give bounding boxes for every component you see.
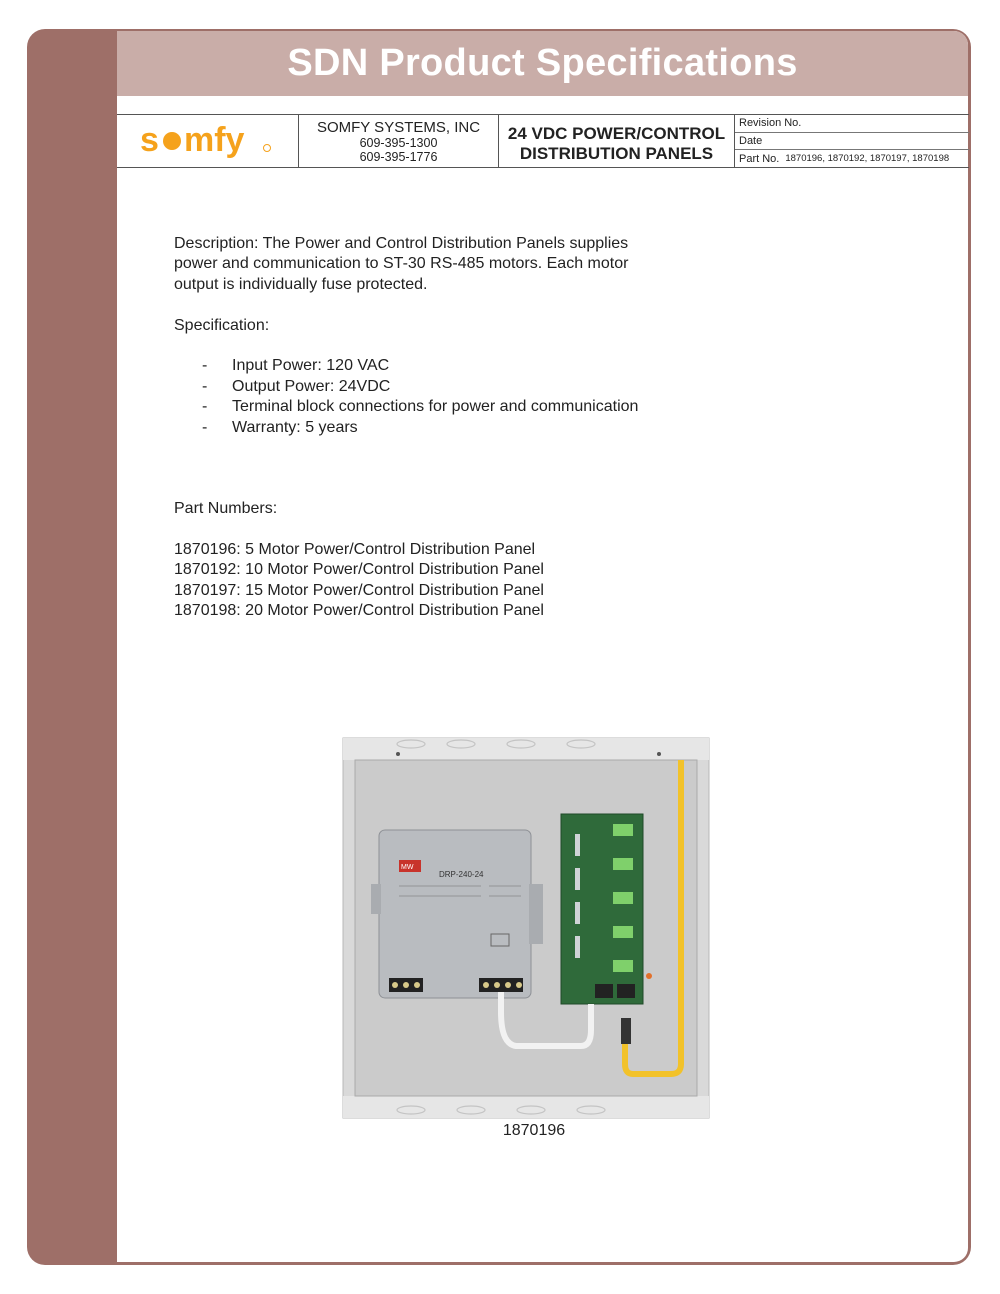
spec-item [174,418,694,438]
product-line-2: DISTRIBUTION PANELS [519,144,714,163]
figure-caption: 1870196 [502,1122,566,1139]
header-table [117,114,969,168]
spec-text: Warranty: 5 years [232,418,358,436]
description-line: Description: The Power and Control Distribution Panels supplies [174,235,629,252]
bullet-dash: - [202,377,208,395]
svg-text:s: s [139,121,159,159]
somfy-logo [138,121,278,161]
date-label: Date [739,135,763,147]
revision-row [735,115,969,133]
part-item: 1870198: 20 Motor Power/Control Distribution Panel [174,602,544,620]
bullet-dash: - [202,398,208,416]
part-label: Part No. [739,152,780,165]
parts-heading: Part Numbers: [174,500,278,518]
description-line: output is individually fuse protected. [174,275,428,293]
spec-text: Terminal block connections for power and communication [232,398,639,416]
product-cell [499,115,735,167]
phone-2: 609-395-1776 [359,150,438,164]
part-item: 1870197: 15 Motor Power/Control Distribution Panel [174,581,544,599]
part-item: 1870192: 10 Motor Power/Control Distribution Panel [174,561,544,579]
device-label: DRP-240-24 [439,870,484,879]
date-row [735,133,969,151]
spec-heading: Specification: [174,316,270,334]
part-row [735,150,969,167]
part-item: 1870196: 5 Motor Power/Control Distribution Panel [174,541,536,558]
spec-item [174,356,694,376]
spec-item [174,397,694,417]
logo-cell [117,115,299,167]
brand-badge-text: MW [401,864,414,871]
product-line-1: 24 VDC POWER/CONTROL [507,124,726,143]
bullet-dash: - [202,357,208,375]
phone-1: 609-395-1300 [359,136,438,150]
svg-text:mfy: mfy [183,121,244,159]
title-bar [117,31,968,96]
meta-cell [735,115,969,167]
company-cell [299,115,499,167]
part-numbers: 1870196, 1870192, 1870197, 1870198 [785,153,950,165]
description-line: power and communication to ST-30 RS-485 motors. Each motor [174,255,629,273]
spec-content [174,234,694,622]
spec-text: Input Power: 120 VAC [232,357,390,375]
revision-label: Revision No. [739,117,802,130]
product-photo [341,734,711,1120]
bullet-dash: - [202,418,208,436]
company-name: SOMFY SYSTEMS, INC [316,119,481,136]
spec-item [174,377,694,397]
page-title: SDN Product Specifications [287,42,798,84]
spec-text: Output Power: 24VDC [232,377,391,395]
